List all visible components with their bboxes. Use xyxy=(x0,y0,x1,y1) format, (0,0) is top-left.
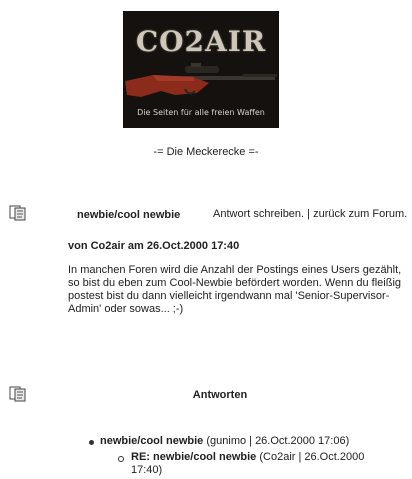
reply-item[interactable] xyxy=(100,435,400,448)
bullet-hollow-icon xyxy=(118,456,124,462)
reply-title[interactable]: newbie/cool newbie xyxy=(100,435,204,447)
reply-link[interactable]: Antwort schreiben. xyxy=(213,208,305,220)
action-separator: | xyxy=(304,208,314,220)
post-byline: von Co2air am 26.Oct.2000 17:40 xyxy=(68,240,240,252)
reply-title[interactable]: RE: newbie/cool newbie xyxy=(131,451,257,463)
site-logo xyxy=(123,11,279,128)
replies-heading: Antworten xyxy=(192,389,248,401)
post-body: In manchen Foren wird die Anzahl der Postings eines Users gezählt, so bist du eben zum Cool-Newbie befördert worden. Wenn du fleißig postest bist du dann vielleicht irgendwann mal 'Senior-Supervisor-Admin' oder sowas... ;-) xyxy=(68,264,402,315)
bullet-icon xyxy=(89,440,94,445)
forum-subtitle: -= Die Meckerecke =- xyxy=(153,146,259,158)
thread-actions xyxy=(213,208,407,220)
reply-meta: (Co2air | 26.Oct.2000 17:40) xyxy=(131,451,365,476)
logo-slogan: Die Seiten für alle freien Waffen xyxy=(137,108,265,117)
reply-meta: (gunimo | 26.Oct.2000 17:06) xyxy=(203,435,350,447)
back-to-forum-link[interactable]: zurück zum Forum. xyxy=(313,208,408,220)
reply-item[interactable] xyxy=(131,451,371,477)
thread-title: newbie/cool newbie xyxy=(77,209,181,221)
logo-title: CO2AIR xyxy=(135,25,267,58)
post-document-icon xyxy=(9,205,27,221)
